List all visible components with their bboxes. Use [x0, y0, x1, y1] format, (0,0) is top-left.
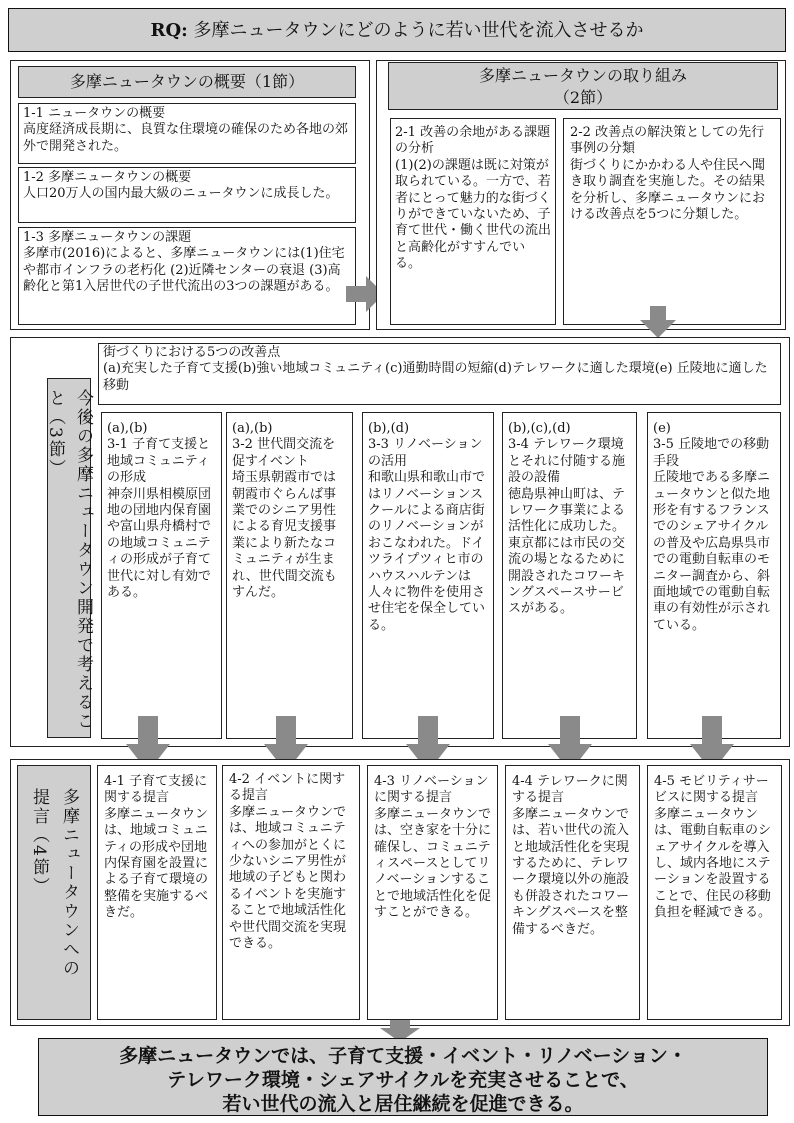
card-3-4-title: 3-4 テレワーク環境とそれに付随する施設の設備 — [508, 437, 626, 486]
card-3-3-body: 和歌山県和歌山市ではリノベーションスクールによる商店街のリノベーションがおこなわれた。ドイツライプツィヒ市のハウスハルテンは人々に物件を使用させ住宅を保全している。 — [368, 470, 486, 633]
item-1-2-title: 1-2 多摩ニュータウンの概要 — [23, 170, 192, 185]
card-3-5-tag: (e) — [653, 421, 671, 436]
section3-side-label: 今後の多摩ニュータウン開発で考えること（3節） — [47, 378, 91, 738]
card-4-3 — [367, 765, 498, 1020]
item-2-2-title: 2-2 改善点の解決策としての先行事例の分類 — [570, 125, 765, 157]
section4-label-col2: 提言（4節） — [29, 788, 49, 896]
card-3-4 — [502, 412, 637, 739]
card-4-5 — [647, 765, 782, 1020]
card-3-2-title: 3-2 世代間交流を促すイベント — [232, 437, 336, 469]
card-3-5 — [647, 412, 781, 739]
item-2-2-body: 街づくりにかかわる人や住民へ聞き取り調査を実施した。その結果を分析し、多摩ニュータウンにおける改善点を5つに分類した。 — [570, 157, 766, 223]
item-1-3 — [18, 227, 356, 325]
card-3-4-body: 徳島県神山町は、テレワーク事業による活性化に成功した。東京都には市民の交流の場となるために開設されたコワーキングスペースサービスがある。 — [508, 486, 626, 617]
rq-text: 多摩ニュータウンにどのように若い世代を流入させるか — [193, 20, 644, 41]
card-4-5-title: 4-5 モビリティサービスに関する提言 — [654, 774, 769, 806]
item-2-1-title: 2-1 改善の余地がある課題の分析 — [395, 125, 551, 157]
card-3-1 — [101, 412, 222, 739]
section2-header-line2: （2節） — [553, 88, 613, 107]
card-4-1-body: 多摩ニュータウンは、地域コミュニティの形成や団地内保育園を設置による子育て環境の整備を実施するべきだ。 — [104, 806, 209, 921]
arrow-down-icon — [640, 306, 676, 338]
card-3-2 — [226, 412, 353, 739]
card-4-3-title: 4-3 リノベーションに関する提言 — [374, 774, 489, 806]
item-1-1-title: 1-1 ニュータウンの概要 — [23, 106, 166, 121]
item-1-1 — [18, 103, 356, 164]
item-1-2-body: 人口20万人の国内最大級のニュータウンに成長した。 — [23, 186, 339, 202]
conclusion-line3: 若い世代の流入と居住継続を促進できる。 — [222, 1093, 584, 1115]
card-4-2 — [222, 765, 360, 1020]
item-2-1-body: (1)(2)の課題は既に対策が取られている。一方で、若者にとって魅力的な街づくりができていないため、子育て世代・働く世代の流出と高齢化がすすんでいる。 — [395, 157, 552, 272]
section4-side-label — [17, 765, 91, 1020]
card-3-4-tag: (b),(c),(d) — [508, 421, 571, 436]
card-3-2-body: 埼玉県朝霞市では朝霞市ぐらんば事業でのシニア男性による育児支援事業により新たなコミュニティが生まれ、世代間交流もすんだ。 — [232, 470, 337, 601]
improvement-summary — [98, 343, 781, 405]
card-4-5-body: 多摩ニュータウンは、電動自転車のシェアサイクルを導入し、域内各地にステーションを設置することで、住民の移動負担を軽減できる。 — [654, 806, 772, 921]
item-1-3-body: 多摩市(2016)によると、多摩ニュータウンには(1)住宅や都市インフラの老朽化 (2)近隣センターの衰退 (3)高齢化と第1入居世代の子世代流出の3つの課題がある。 — [23, 246, 345, 295]
card-3-1-tag: (a),(b) — [107, 421, 148, 436]
rq-prefix: RQ: — [150, 20, 188, 41]
item-2-2 — [563, 118, 781, 325]
card-3-2-tag: (a),(b) — [232, 421, 273, 436]
section4-label-col1: 多摩ニュータウンへの — [59, 788, 79, 978]
item-2-1 — [390, 118, 556, 325]
summary-title: 街づくりにおける5つの改善点 — [103, 345, 281, 360]
card-3-1-title: 3-1 子育て支援と地域コミュニティの形成 — [107, 437, 211, 486]
card-3-3-tag: (b),(d) — [368, 421, 410, 436]
item-1-1-body: 高度経済成長期に、良質な住環境の確保のため各地の郊外で開発された。 — [23, 122, 349, 154]
conclusion-line1: 多摩ニュータウンでは、子育て支援・イベント・リノベーション・ — [119, 1045, 687, 1067]
card-4-3-body: 多摩ニュータウンでは、空き家を十分に確保し、コミュニティスペースとしてリノベーションすることで地域活性化を促すことができる。 — [374, 806, 492, 921]
section2-header — [388, 62, 778, 110]
section1-header: 多摩ニュータウンの概要（1節） — [18, 66, 356, 98]
section2-header-line1: 多摩ニュータウンの取り組み — [478, 66, 687, 85]
research-question — [8, 8, 786, 52]
item-1-2 — [18, 167, 356, 223]
summary-body: (a)充実した子育て支援(b)強い地域コミュニティ(c)通勤時間の短縮(d)テレワークに適した環境(e) 丘陵地に適した移動 — [103, 361, 768, 393]
card-4-4-title: 4-4 テレワークに関する提言 — [512, 774, 628, 806]
card-3-3 — [362, 412, 494, 739]
card-3-5-title: 3-5 丘陵地での移動手段 — [653, 437, 770, 469]
conclusion — [38, 1038, 768, 1116]
card-3-1-body: 神奈川県相模原団地の団地内保育園や富山県舟橋村での地域コミュニティの形成が子育て世代に対し有効である。 — [107, 486, 212, 601]
card-4-2-title: 4-2 イベントに関する提言 — [229, 772, 346, 804]
card-4-4-body: 多摩ニュータウンでは、若い世代の流入と地域活性化を実現するために、テレワーク環境以外の施設も併設されたコワーキングスペースを整備するべきだ。 — [512, 806, 630, 937]
item-1-3-title: 1-3 多摩ニュータウンの課題 — [23, 230, 192, 245]
card-4-4 — [505, 765, 640, 1020]
card-4-2-body: 多摩ニュータウンでは、地域コミュニティへの参加がとくに少ないシニア男性が地域の子どもと関わるイベントを実施することで地域活性化や世代間交流を実現できる。 — [229, 804, 347, 952]
conclusion-line2: テレワーク環境・シェアサイクルを充実させることで、 — [167, 1069, 639, 1091]
card-3-5-body: 丘陵地である多摩ニュータウンと似た地形を有するフランスでのシェアサイクルの普及や広島県呉市での電動自転車のモニター調査から、斜面地域での電動自転車の有効性が示されている。 — [653, 470, 771, 633]
card-4-1 — [97, 765, 217, 1020]
card-4-1-title: 4-1 子育て支援に関する提言 — [104, 774, 208, 806]
card-3-3-title: 3-3 リノベーションの活用 — [368, 437, 483, 469]
